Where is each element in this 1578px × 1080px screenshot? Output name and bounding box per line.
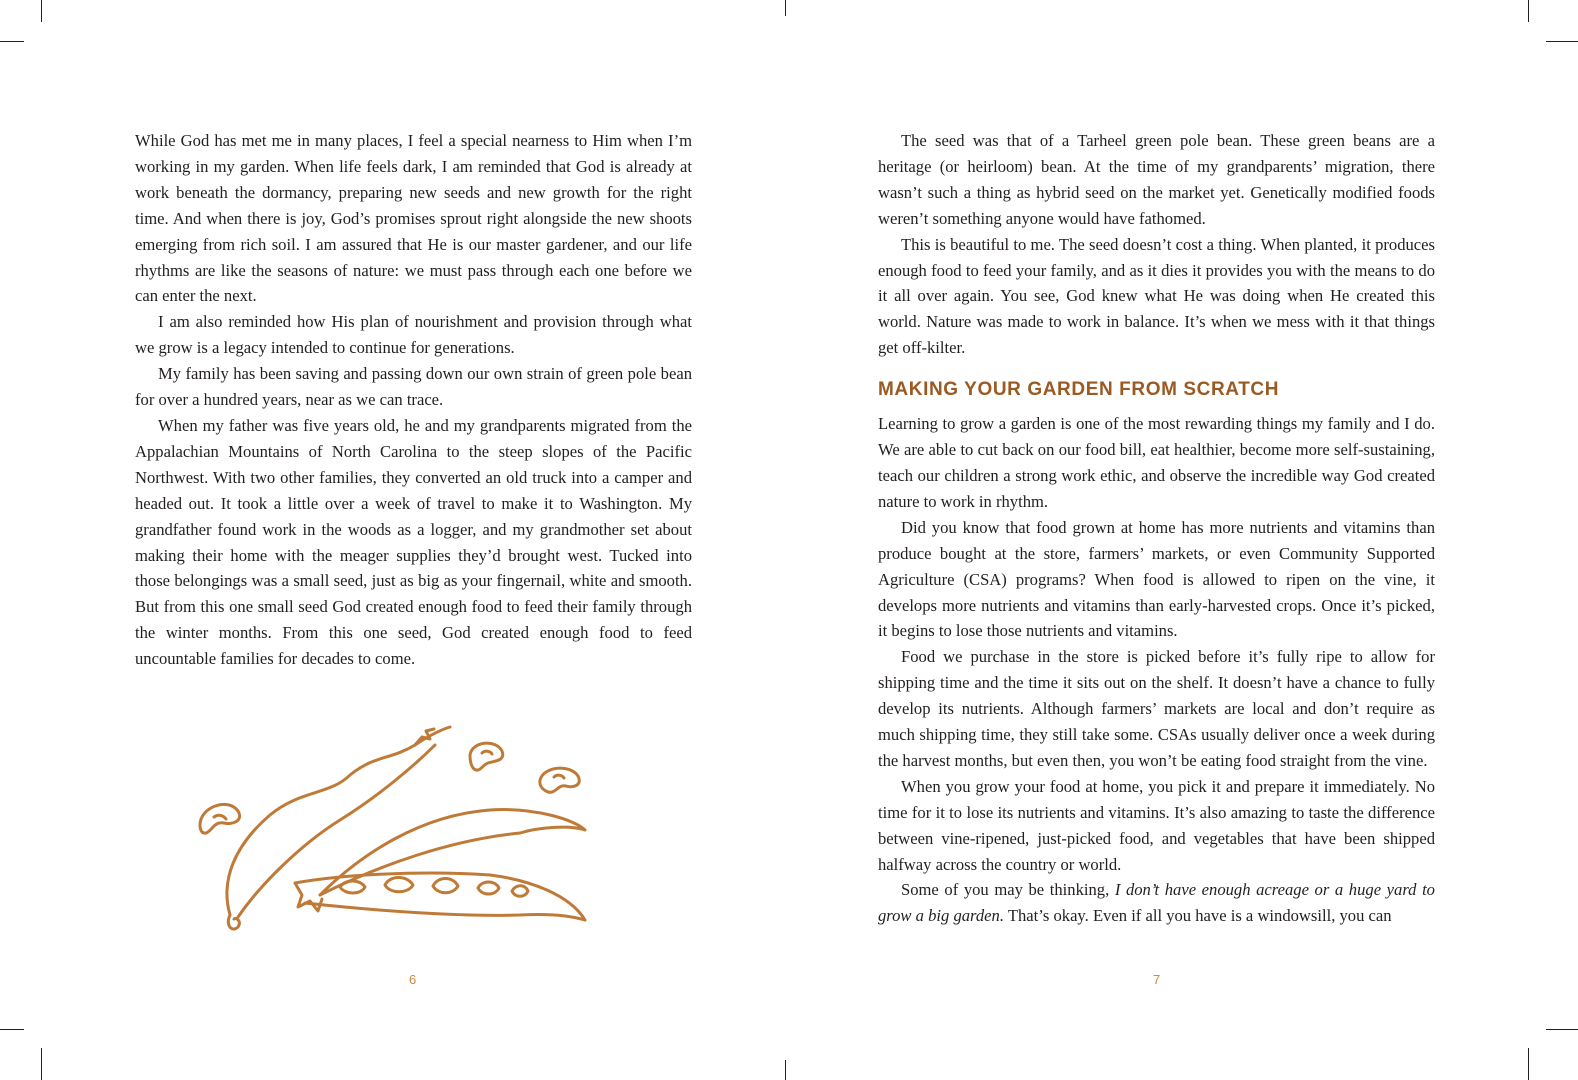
crop-mark <box>41 0 42 22</box>
crop-mark <box>785 0 786 16</box>
right-page-body <box>878 128 1435 929</box>
bean-pods-illustration <box>190 705 600 935</box>
page-number-left: 6 <box>409 972 417 987</box>
crop-mark <box>785 1060 786 1080</box>
body-paragraph: When my father was five years old, he and my grandparents migrated from the Appalachian Mountains of North Carolina to the steep slopes of the Pacific Northwest. With two other families, they converted an old truck into a camper and headed out. It took a little over a week of travel to make it to Washington. My grandfather found work in the woods as a logger, and my grandmother set about making their home with the meager supplies they’d brought west. Tucked into those belongings was a small seed, just as big as your fingernail, white and smooth. But from this one small seed God created enough food to feed their family through the winter months. From this one seed, God created enough food to feed uncountable families for decades to come. <box>135 415 692 669</box>
body-paragraph: Did you know that food grown at home has more nutrients and vitamins than produce bought at the store, farmers’ markets, or even Community Supported Agriculture (CSA) programs? When food is allowed to ripen on the vine, it develops more nutrients and vitamins than early-harvested crops. Once it’s picked, it begins to lose those nutrients and vitamins. <box>878 517 1435 641</box>
body-paragraph: While God has met me in many places, I feel a special nearness to Him when I’m working in my garden. When life feels dark, I am reminded that God is already at work beneath the dormancy, preparing new seeds and new growth for the right time. And when there is joy, God’s promises sprout right alongside the new shoots emerging from rich soil. I am assured that He is our master gardener, and our life rhythms are like the seasons of nature: we must pass through each one before we can enter the next. <box>135 131 692 306</box>
paragraph-text: Some of you may be thinking, <box>901 880 1115 900</box>
crop-mark <box>1546 41 1578 42</box>
left-page-body <box>135 128 692 672</box>
body-paragraph: My family has been saving and passing down our own strain of green pole bean for over a hundred years, near as we can trace. <box>135 364 692 410</box>
crop-mark <box>1528 0 1529 22</box>
paragraph-text: That’s okay. Even if all you have is a windowsill, you can <box>1004 906 1392 926</box>
body-paragraph: The seed was that of a Tarheel green pole bean. These green beans are a heritage (or heirloom) bean. At the time of my grandparents’ migration, there wasn’t such a thing as hybrid seed on the market yet. Genetically modified foods weren’t something anyone would have fathomed. <box>878 131 1435 228</box>
section-heading: MAKING YOUR GARDEN FROM SCRATCH <box>878 379 1280 401</box>
body-paragraph: Learning to grow a garden is one of the most rewarding things my family and I do. We are able to cut back on our food bill, eat healthier, become more self-sustaining, teach our children a strong work ethic, and observe the incredible way God created nature to work in rhythm. <box>878 414 1435 511</box>
body-paragraph: When you grow your food at home, you pick it and prepare it immediately. No time for it to lose its nutrients and vitamins. It’s also amazing to taste the difference between vine-ripened, just-picked food, and vegetables that have been shipped halfway across the country or world. <box>878 776 1435 874</box>
crop-mark <box>41 1048 42 1080</box>
crop-mark <box>1528 1048 1529 1080</box>
crop-mark <box>1546 1029 1578 1030</box>
body-paragraph-last <box>878 877 1435 929</box>
body-paragraph: Food we purchase in the store is picked before it’s fully ripe to allow for shipping time and the time it sits out on the shelf. It doesn’t have a chance to fully develop its nutrients. Although farmers’ markets are local and don’t require as much shipping time, they still take some. CSAs usually deliver once a week during the harvest months, but even then, you won’t be eating food straight from the vine. <box>878 647 1435 770</box>
page-number-right: 7 <box>1153 972 1161 987</box>
italic-thought: I don’t have enough acreage or a huge yard to grow a big garden. <box>878 880 1435 926</box>
crop-mark <box>0 41 24 42</box>
body-paragraph: I am also reminded how His plan of nourishment and provision through what we grow is a legacy intended to continue for generations. <box>135 312 692 358</box>
crop-mark <box>0 1029 24 1030</box>
body-paragraph: This is beautiful to me. The seed doesn’t cost a thing. When planted, it produces enough food to feed your family, and as it dies it provides you with the means to do it all over again. You see, God knew what He was doing when He created this world. Nature was made to work in balance. It’s when we mess with it that things get off-kilter. <box>878 234 1435 358</box>
